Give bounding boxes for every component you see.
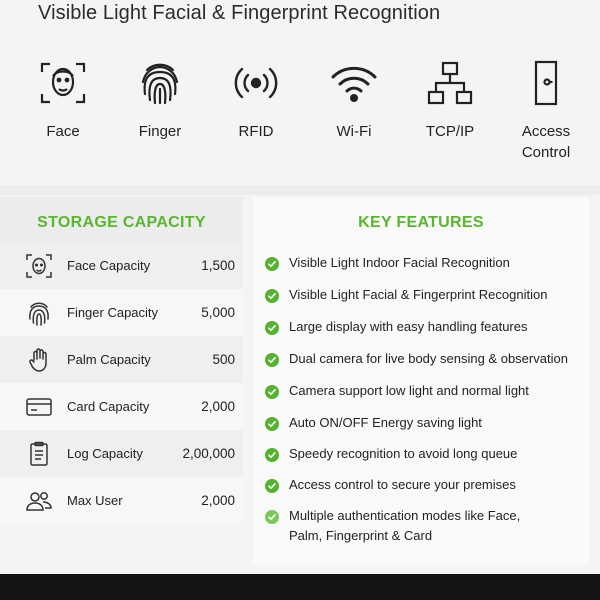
feature-text: Visible Light Indoor Facial Recognition [289, 255, 510, 270]
card-icon [25, 393, 53, 421]
storage-value: 1,500 [201, 258, 235, 273]
key-features-panel [253, 197, 589, 565]
storage-value: 500 [212, 352, 235, 367]
feature-rfid [211, 58, 301, 142]
icon-label: TCP/IP [425, 123, 475, 140]
feature-text: Camera support low light and normal light [289, 383, 529, 398]
storage-row-card [0, 383, 243, 430]
fingerprint-icon [135, 58, 185, 108]
feature-wifi [309, 58, 399, 142]
storage-value: 2,000 [201, 399, 235, 414]
feature-item [265, 384, 529, 401]
users-icon [25, 487, 53, 515]
feature-item [265, 288, 547, 305]
feature-tcpip [405, 58, 495, 142]
storage-label: Log Capacity [67, 446, 143, 461]
storage-value: 5,000 [201, 305, 235, 320]
features-title: KEY FEATURES [358, 214, 484, 231]
icon-label: Finger [138, 123, 182, 140]
page-title: Visible Light Facial & Fingerprint Recognition [38, 2, 441, 24]
feature-item [265, 352, 568, 369]
storage-label: Max User [67, 493, 123, 508]
check-icon [265, 448, 279, 462]
check-icon [265, 479, 279, 493]
storage-capacity-panel [0, 197, 243, 523]
feature-text: Speedy recognition to avoid long queue [289, 446, 518, 461]
feature-text: Access control to secure your premises [289, 477, 516, 492]
storage-value: 2,00,000 [182, 446, 235, 461]
feature-text: Multiple authentication modes like Face, Palm, Fingerprint & Card [289, 508, 521, 543]
feature-item [265, 256, 510, 273]
icon-label: Wi-Fi [336, 123, 372, 140]
divider-band [0, 185, 600, 195]
feature-text: Auto ON/OFF Energy saving light [289, 415, 482, 430]
check-icon [265, 289, 279, 303]
log-icon [25, 440, 53, 468]
storage-value: 2,000 [201, 493, 235, 508]
network-icon [425, 58, 475, 108]
storage-row-users [0, 477, 243, 524]
check-icon [265, 257, 279, 271]
wifi-icon [329, 58, 379, 108]
feature-text: Visible Light Facial & Fingerprint Recognition [289, 287, 548, 302]
storage-label: Face Capacity [67, 258, 151, 273]
storage-row-face [0, 242, 243, 289]
feature-item [265, 478, 516, 495]
footer-bar [0, 574, 600, 600]
feature-access-control [501, 58, 591, 163]
palm-icon [25, 346, 53, 374]
feature-item [265, 320, 527, 337]
storage-label: Palm Capacity [67, 352, 151, 367]
storage-label: Finger Capacity [67, 305, 159, 320]
feature-item [265, 509, 555, 546]
icon-label: RFID [238, 123, 274, 140]
rfid-icon [231, 58, 281, 108]
feature-item [265, 447, 517, 464]
face-icon [25, 252, 53, 280]
fingerprint-icon [25, 299, 53, 327]
storage-row-log [0, 430, 243, 477]
check-icon [265, 510, 279, 524]
feature-finger [115, 58, 205, 142]
feature-text: Dual camera for live body sensing & observation [289, 351, 568, 366]
check-icon [265, 353, 279, 367]
storage-row-palm [0, 336, 243, 383]
check-icon [265, 385, 279, 399]
face-icon [38, 58, 88, 108]
check-icon [265, 321, 279, 335]
icon-label: Access Control [521, 123, 571, 161]
check-icon [265, 417, 279, 431]
storage-row-finger [0, 289, 243, 336]
feature-face [18, 58, 108, 142]
door-access-icon [521, 58, 571, 108]
feature-icon-row [0, 58, 600, 168]
storage-label: Card Capacity [67, 399, 150, 414]
storage-title: STORAGE CAPACITY [0, 197, 243, 242]
feature-text: Large display with easy handling features [289, 319, 528, 334]
icon-label: Face [46, 123, 80, 140]
feature-item [265, 416, 482, 433]
